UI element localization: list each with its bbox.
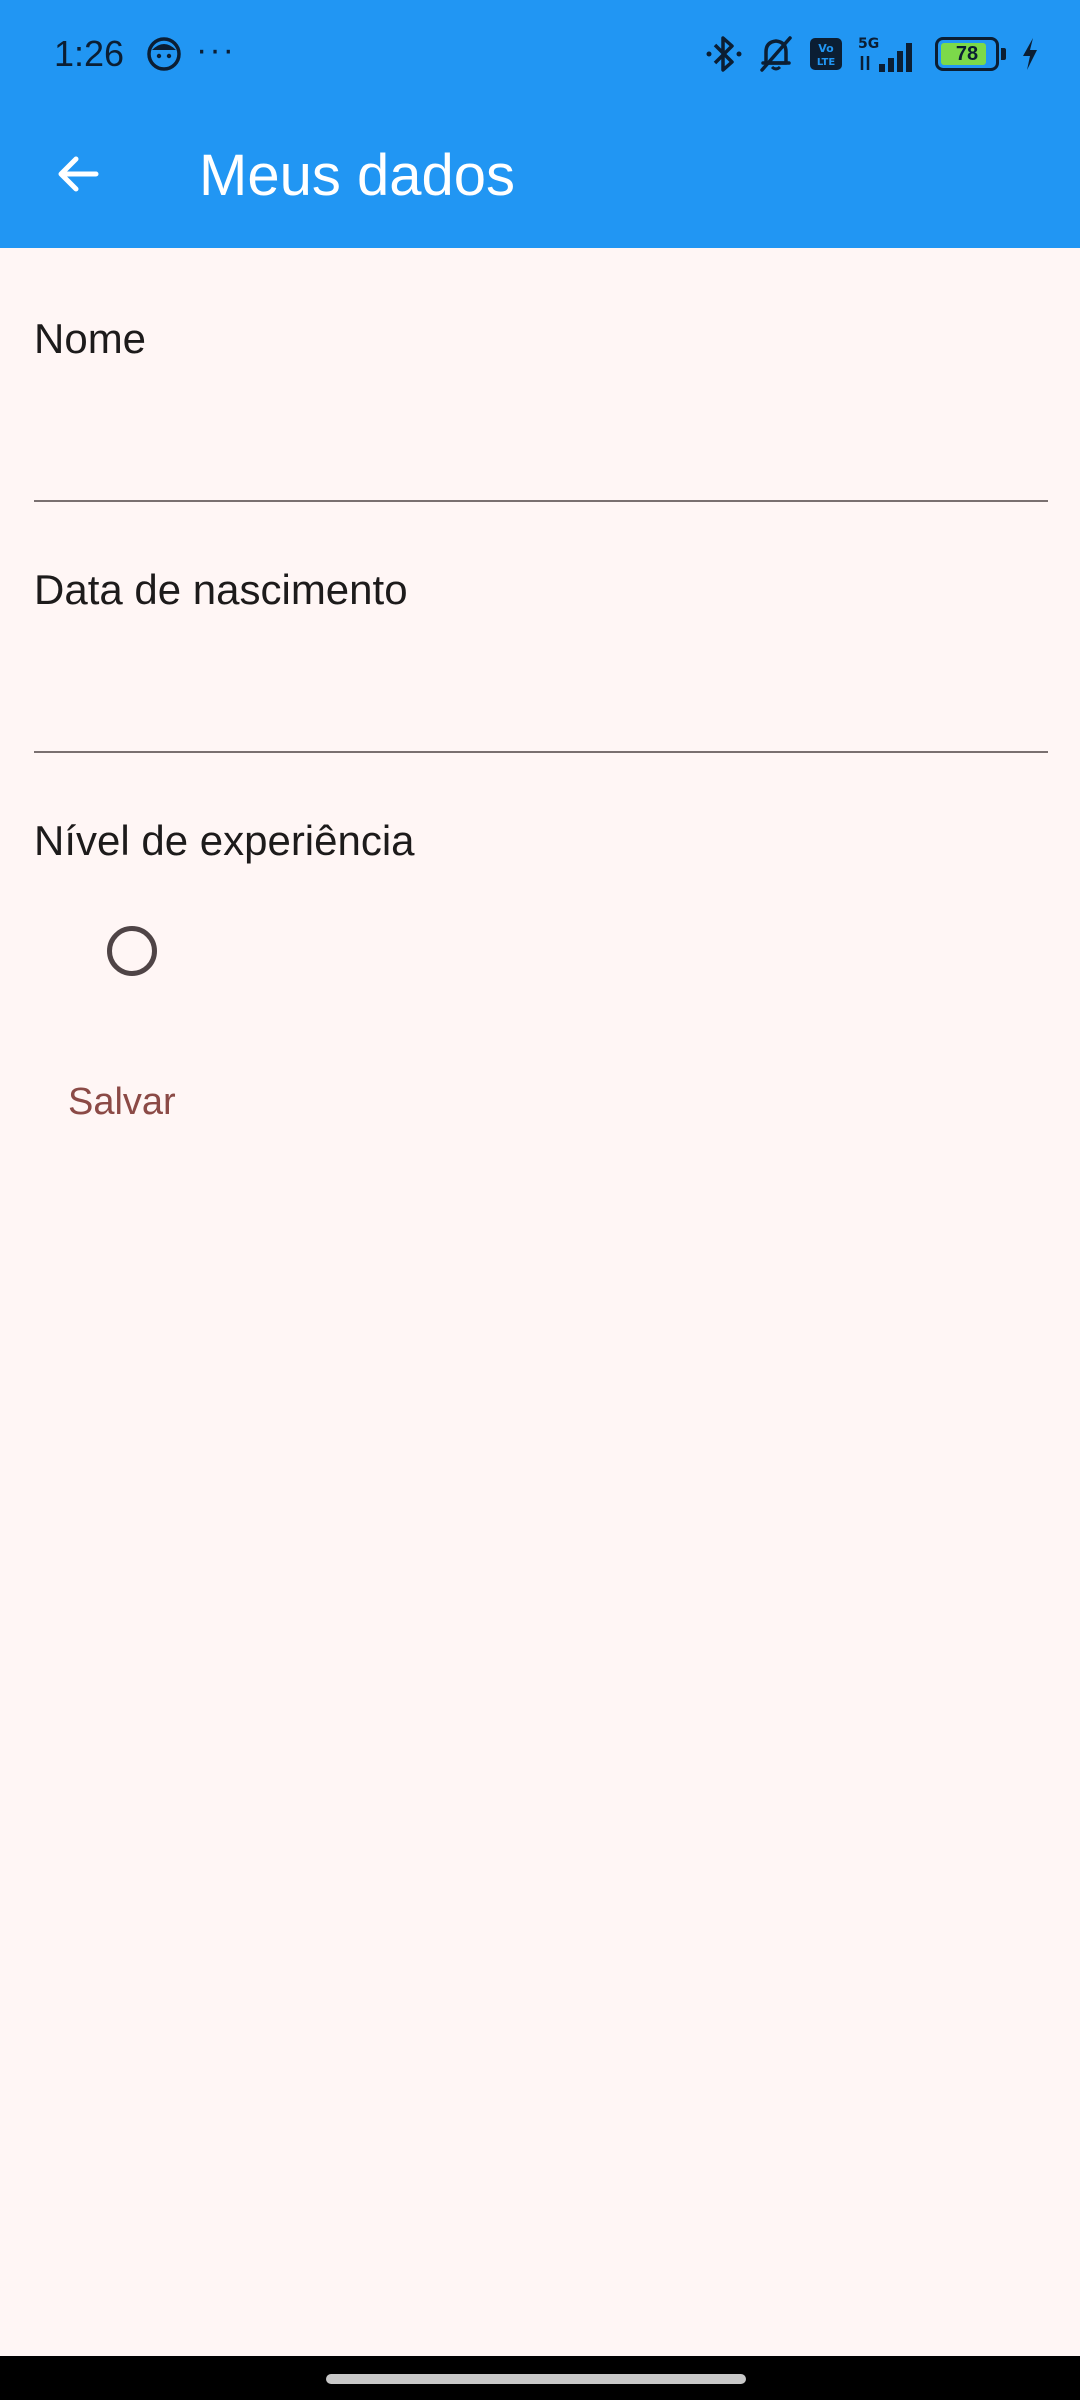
face-icon (146, 36, 182, 72)
svg-text:Vo: Vo (818, 42, 834, 55)
status-icons (705, 30, 1040, 78)
home-gesture-handle[interactable] (326, 2374, 746, 2384)
volte-icon (809, 36, 843, 72)
page-title: Meus dados (199, 143, 515, 208)
battery-tip (1001, 48, 1006, 60)
save-button[interactable]: Salvar (34, 1060, 210, 1144)
experience-label: Nível de experiência (34, 817, 415, 864)
name-label: Nome (34, 315, 147, 362)
birthdate-label: Data de nascimento (34, 566, 408, 613)
battery-icon (935, 37, 999, 71)
battery-level: 78 (955, 42, 979, 65)
navigation-bar (0, 2356, 1080, 2400)
name-input[interactable] (34, 412, 1048, 502)
status-bar (0, 0, 1080, 108)
back-button[interactable] (40, 138, 116, 214)
svg-text:5G: 5G (858, 36, 880, 52)
bell-off-icon (757, 34, 795, 74)
bluetooth-icon (705, 34, 743, 74)
charging-icon (1020, 36, 1040, 72)
experience-radio[interactable] (107, 926, 157, 976)
status-time: 1:26 (54, 33, 125, 74)
birthdate-input[interactable] (34, 663, 1048, 753)
app-bar (0, 108, 1080, 248)
battery-indicator (935, 37, 1006, 71)
header (0, 0, 1080, 248)
arrow-left-icon (54, 150, 102, 203)
svg-text:LTE: LTE (816, 57, 836, 68)
more-notifications-icon: ··· (196, 31, 236, 69)
signal-5g-icon (857, 34, 921, 74)
